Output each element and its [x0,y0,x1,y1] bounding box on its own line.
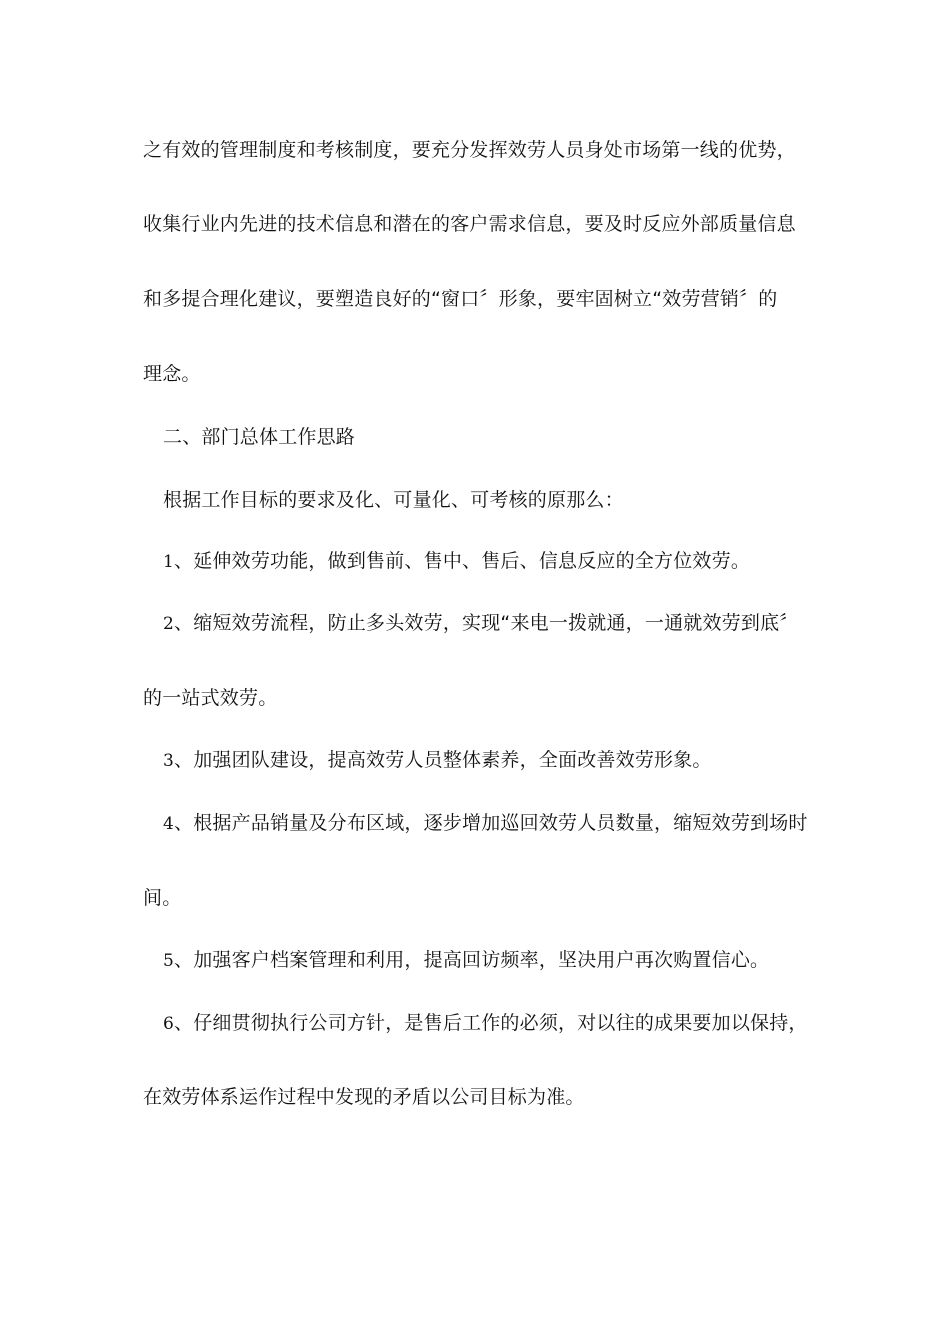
paragraph-line [143,686,277,710]
paragraph-line [163,488,624,512]
paragraph-line [143,886,181,910]
list-item [163,611,798,636]
list-number: 1 [163,552,175,572]
list-number: 3 [163,751,175,771]
list-item-text: 、延伸效劳功能，做到售前、售中、售后、信息反应的全方位效劳。 [174,550,751,572]
heading-text: 二、部门总体工作思路 [163,426,356,448]
list-item [163,1011,808,1036]
section-heading [163,425,355,449]
list-item [163,811,808,836]
paragraph-line [143,287,778,311]
line-text: 理念。 [143,363,201,385]
list-number: 5 [163,951,175,971]
list-number: 2 [163,614,175,634]
paragraph-line [143,138,796,162]
list-item-text: 、加强团队建设，提高效劳人员整体素养，全面改善效劳形象。 [174,749,712,771]
line-text: 在效劳体系运作过程中发现的矛盾以公司目标为准。 [143,1086,585,1108]
list-item [163,948,769,973]
line-text: 间。 [143,887,182,909]
list-item-text: 、根据产品销量及分布区域，逐步增加巡回效劳人员数量，缩短效劳到场时 [174,812,808,834]
line-text: 根据工作目标的要求及化、可量化、可考核的原那么： [163,489,624,511]
list-item-text: 、缩短效劳流程，防止多头效劳，实现“来电一拨就通，一通就效劳到底〞 [174,612,799,634]
list-item-text: 、仔细贯彻执行公司方针，是售后工作的必须，对以往的成果要加以保持， [174,1012,808,1034]
line-text: 收集行业内先进的技术信息和潜在的客户需求信息，要及时反应外部质量信息 [143,213,796,235]
list-item [163,549,750,574]
paragraph-line [143,362,201,386]
paragraph-line [143,212,796,236]
list-item-text: 、加强客户档案管理和利用，提高回访频率，坚决用户再次购置信心。 [174,949,770,971]
paragraph-line [143,1085,585,1109]
line-text: 之有效的管理制度和考核制度，要充分发挥效劳人员身处市场第一线的优势， [143,139,796,161]
list-number: 6 [163,1014,175,1034]
line-text: 的一站式效劳。 [143,687,278,709]
line-text: 和多提合理化建议，要塑造良好的“窗口〞形象，要牢固树立“效劳营销〞的 [143,288,778,310]
list-number: 4 [163,814,175,834]
list-item [163,748,712,773]
